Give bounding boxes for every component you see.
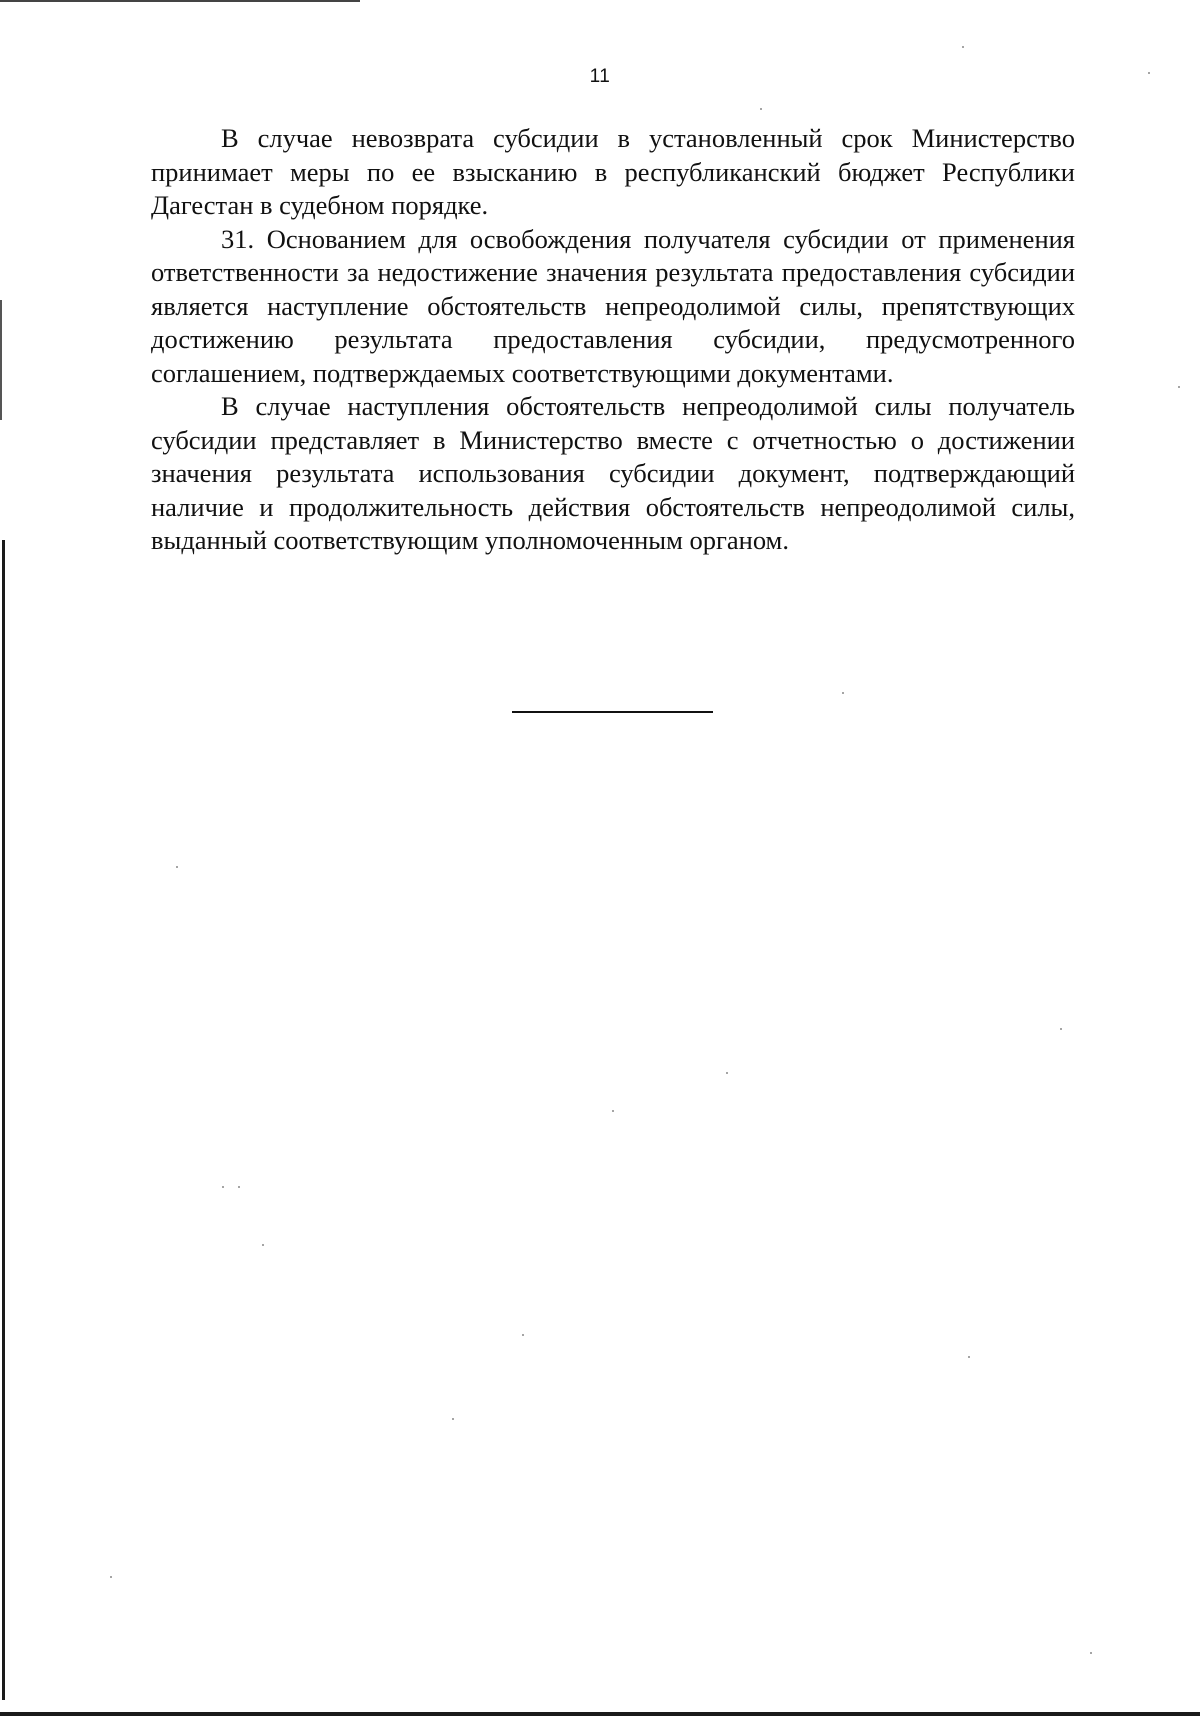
scan-speck xyxy=(238,1186,240,1188)
scan-speck xyxy=(726,1072,728,1074)
scan-speck xyxy=(760,108,762,110)
scan-edge-top xyxy=(0,0,360,2)
scan-speck xyxy=(842,692,844,694)
paragraph-31-force-majeure: 31. Основанием для освобождения получателя субсидии от применения ответственности за недостижение значения результата предоставления субсидии является наступление обстоятельств непреодолимой силы, препятствующих достижению результата предоставления субсидии, предусмотренного соглашением, подтверждаемых соответствующими документами. xyxy=(151,223,1075,388)
scan-speck xyxy=(1090,1652,1092,1654)
scan-speck xyxy=(1148,72,1150,74)
scan-edge-left xyxy=(2,540,5,1700)
paragraph-non-return: В случае невозврата субсидии в установленный срок Министерство принимает меры по ее взысканию в республиканский бюджет Республики Дагестан в судебном порядке. xyxy=(151,123,1075,220)
scan-speck xyxy=(962,46,964,48)
scan-speck xyxy=(1178,386,1180,388)
scan-speck xyxy=(222,1186,224,1188)
document-body xyxy=(151,122,1075,558)
paragraph-force-majeure-document: В случае наступления обстоятельств непреодолимой силы получатель субсидии представляет в Министерство вместе с отчетностью о достижении значения результата использования субсидии документ, подтверждающий наличие и продолжительность действия обстоятельств непреодолимой силы, выданный соответствующим уполномоченным органом. xyxy=(151,391,1075,555)
scan-speck xyxy=(968,1356,970,1358)
scan-speck xyxy=(612,1110,614,1112)
end-separator-line xyxy=(512,711,713,713)
scan-speck xyxy=(452,1418,454,1420)
scan-speck xyxy=(110,1576,112,1578)
scan-edge-left-upper xyxy=(0,300,2,420)
scan-speck xyxy=(176,866,178,868)
scan-speck xyxy=(1060,1028,1062,1030)
scan-edge-bottom xyxy=(0,1712,1200,1716)
scan-speck xyxy=(262,1244,264,1246)
page-number: 11 xyxy=(589,66,611,87)
scan-speck xyxy=(522,1334,524,1336)
